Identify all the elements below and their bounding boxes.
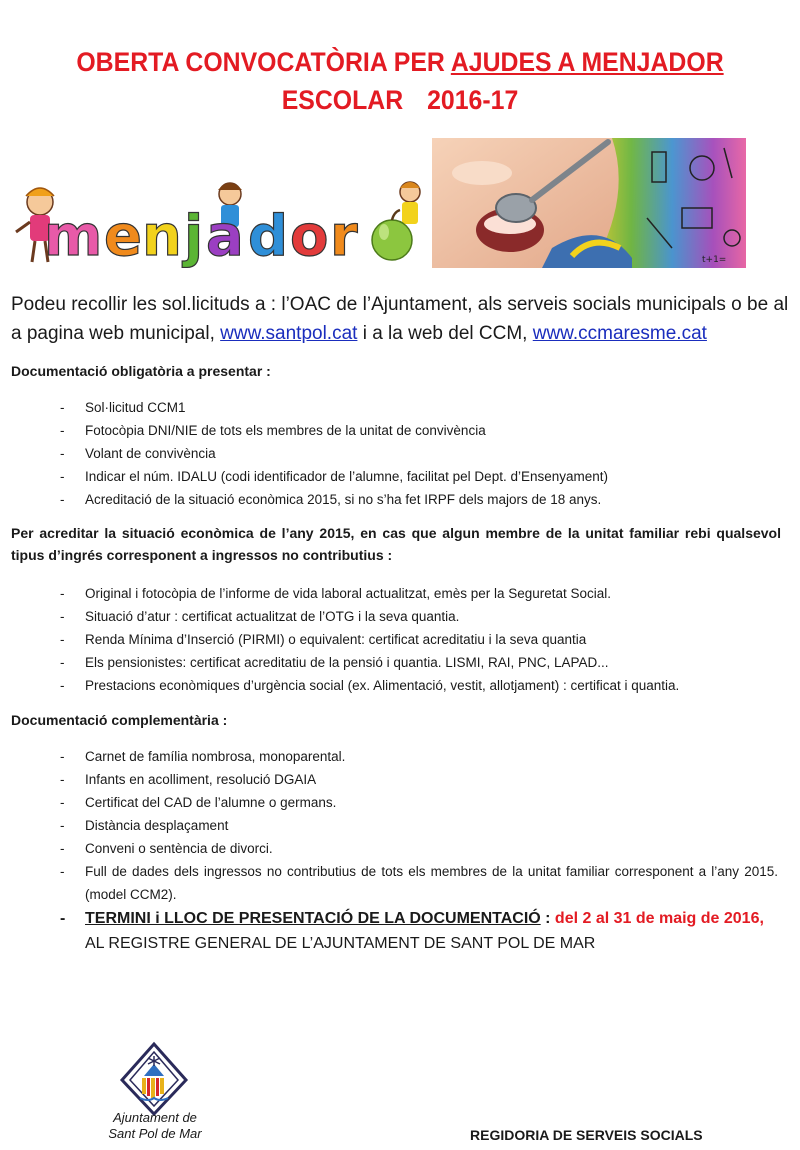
section-heading-complementary: Documentació complementària :: [11, 712, 228, 728]
logo-letter-d: d: [248, 204, 289, 269]
ajuntament-line-1: Ajuntament de: [113, 1110, 197, 1125]
santpol-link[interactable]: www.santpol.cat: [220, 323, 358, 344]
regidoria-label: REGIDORIA DE SERVEIS SOCIALS: [470, 1127, 703, 1143]
deadline-bullet: -: [60, 910, 66, 927]
deadline-colon: :: [540, 910, 555, 927]
page-title-line-1: [32, 44, 768, 80]
list-item: - Indicar el núm. IDALU (codi identificador de l’alumne, facilitat pel Dept. d’Ensenyament): [60, 465, 778, 488]
list-item: - Carnet de família nombrosa, monoparental.: [60, 745, 778, 768]
ajuntament-name: [95, 1110, 215, 1142]
deadline-place: AL REGISTRE GENERAL DE L’AJUNTAMENT DE SANT POL DE MAR: [85, 935, 596, 952]
title-escolar: ESCOLAR: [281, 85, 404, 115]
section-heading-mandatory: Documentació obligatòria a presentar :: [11, 363, 271, 379]
photo-doodle-math: t+1=: [702, 255, 727, 265]
mandatory-documents-list: [60, 396, 778, 511]
list-item: - Prestacions econòmiques d’urgència social (ex. Alimentació, vestit, allotjament) : certificat i quantia.: [60, 674, 778, 697]
list-item: - Original i fotocòpia de l’informe de vida laboral actualitzat, emès per la Seguretat Social.: [60, 582, 778, 605]
logo-letter-m: m: [44, 204, 103, 269]
logo-letter-j: j: [184, 204, 204, 269]
list-item: - Certificat del CAD de l’alumne o germans.: [60, 791, 778, 814]
intro-text-1: Podeu recollir les sol.licituds a : l’OAC de l’Ajuntament, als serveis socials municipals o be al a pagina web municipal,: [11, 294, 789, 344]
complementary-documents-list: [60, 745, 778, 906]
intro-text-2: i a la web del CCM,: [357, 323, 533, 344]
page-title-line-2: [32, 82, 768, 118]
list-item: - Situació d’atur : certificat actualitzat de l’OTG i la seva quantia.: [60, 605, 778, 628]
logo-letter-n: n: [142, 204, 182, 269]
title-year: 2016-17: [427, 85, 519, 115]
list-item: - Els pensionistes: certificat acreditatiu de la pensió i quantia. LISMI, RAI, PNC, LAPAD...: [60, 651, 778, 674]
list-item: - Infants en acolliment, resolució DGAIA: [60, 768, 778, 791]
title-highlight: AJUDES A MENJADOR: [450, 47, 724, 77]
child-eating-photo: [432, 138, 746, 268]
list-item: - Acreditació de la situació econòmica 2015, si no s’ha fet IRPF dels majors de 18 anys.: [60, 488, 778, 511]
child-figure-right: [400, 182, 420, 224]
intro-paragraph: [11, 290, 791, 348]
logo-letter-o: o: [290, 204, 329, 269]
list-item: - Sol·licitud CCM1: [60, 396, 778, 419]
logo-letter-e: e: [104, 204, 142, 269]
deadline-label: TERMINI i LLOC DE PRESENTACIÓ DE LA DOCUMENTACIÓ: [85, 910, 541, 927]
ajuntament-line-2: Sant Pol de Mar: [108, 1126, 202, 1141]
list-item: - Fotocòpia DNI/NIE de tots els membres de la unitat de convivència: [60, 419, 778, 442]
list-item: - Volant de convivència: [60, 442, 778, 465]
list-item: - Renda Mínima d’Inserció (PIRMI) o equivalent: certificat acreditatiu i la seva quantia: [60, 628, 778, 651]
list-item: - Distància desplaçament: [60, 814, 778, 837]
ccmaresme-link[interactable]: www.ccmaresme.cat: [532, 323, 707, 344]
section-heading-economic: Per acreditar la situació econòmica de l’any 2015, en cas que algun membre de la unitat familiar rebi qualsevol tipus d’ingrés corresponent a ingressos no contributius :: [11, 525, 781, 563]
list-item: - Full de dades dels ingressos no contributius de tots els membres de la unitat familiar corresponent a l’any 2015. (model CCM2).: [60, 860, 778, 906]
logo-letter-a: a: [206, 204, 244, 269]
list-item: - Conveni o sentència de divorci.: [60, 837, 778, 860]
deadline-dates: del 2 al 31 de maig de 2016,: [554, 910, 764, 927]
menjador-logo: [8, 170, 428, 270]
title-prefix: OBERTA CONVOCATÒRIA PER: [76, 47, 451, 77]
sant-pol-crest-logo: [118, 1040, 190, 1116]
economic-documents-list: [60, 582, 778, 697]
logo-letter-r: r: [330, 204, 358, 269]
deadline-notice: [60, 906, 778, 956]
